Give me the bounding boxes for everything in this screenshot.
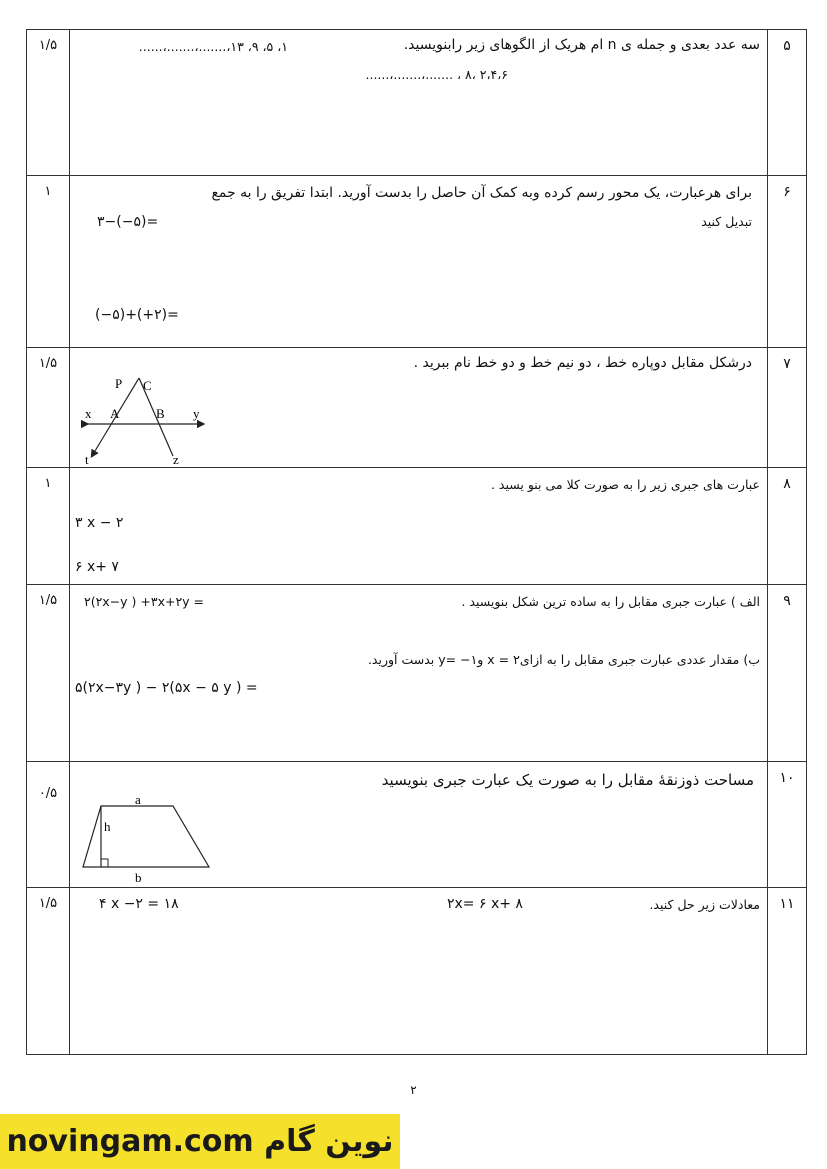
score-cell [27,762,70,887]
expression-a: ۲(۲x−y ) +۳x+۲y = [84,594,205,609]
expression-2: =(۲+)+(۵−) [95,307,179,323]
question-row-8 [27,468,806,585]
question-score: ۰/۵ [38,786,58,801]
pattern-1: ۱، ۵، ۹، ۱۳،.......،.......،...... [138,39,288,54]
question-score: ۱ [44,476,52,491]
number-cell [767,888,806,1054]
number-cell [767,585,806,761]
question-text: عبارت های جبری زیر را به صورت کلا می بنو یسید . [490,477,760,492]
exam-table [26,29,807,1055]
question-score: ۱/۵ [38,356,58,371]
part-b-text: ب) مقدار عددی عبارت جبری مقابل را به ازای۲ = x و۱− =y بدست آورید. [367,652,760,667]
page-number: ۲ [410,1083,417,1097]
equation-2: ۴ x −۲ = ۱۸ [99,896,179,912]
brand-banner [0,1114,400,1169]
expression-1: ۳ x − ۲ [75,515,124,531]
question-row-10 [27,762,806,888]
label-h: h [104,819,111,834]
question-text-line-1: برای هرعبارت، یک محور رسم کرده وبه کمک آن حاصل را بدست آورید. ابتدا تفریق را به جمع [211,185,752,201]
question-row-6 [27,176,806,348]
question-row-5 [27,30,806,176]
label-b: B [156,406,165,421]
question-score: ۱/۵ [38,38,58,53]
question-text: سه عدد بعدی و جمله ی n ام هریک از الگوهای زیر رابنویسید. [403,37,760,53]
question-text: درشکل مقابل دوپاره خط ، دو نیم خط و دو خط نام ببرید . [413,355,752,371]
lines-figure [77,366,217,464]
question-number: ۱۰ [779,770,795,786]
score-cell [27,176,70,347]
number-cell [767,176,806,347]
trapezoid-figure [77,796,217,886]
question-text: معادلات زیر حل کنید. [649,897,760,912]
expression-1: =(۵−)−۳ [97,214,159,230]
question-number: ۵ [783,38,791,54]
label-x: x [85,406,92,421]
label-a: a [135,796,141,807]
label-c: C [143,378,152,393]
question-number: ۶ [783,184,791,200]
label-b: b [135,870,142,885]
question-text-line-2: تبدیل کنید [701,214,752,229]
pattern-2: ۲،۴،۶ ،۸ ، .......،.......،...... [365,67,508,82]
question-row-7 [27,348,806,468]
label-a: A [110,406,120,421]
score-cell [27,888,70,1054]
question-number: ۱۱ [779,896,795,912]
question-text: مساحت ذوزنقۀ مقابل را به صورت یک عبارت جبری بنویسید [381,771,754,789]
question-row-9 [27,585,806,762]
label-y: y [193,406,200,421]
equation-1: ۲x= ۶ x+ ۸ [447,896,523,912]
expression-2: ۶ x+ ۷ [75,559,119,575]
label-z: z [173,452,179,464]
question-score: ۱/۵ [38,896,58,911]
label-t: t [85,452,89,464]
question-row-11 [27,888,806,1054]
label-p: P [115,376,123,391]
question-score: ۱/۵ [38,593,58,608]
question-number: ۸ [783,476,791,492]
question-number: ۷ [783,356,791,372]
question-number: ۹ [783,593,791,609]
score-cell [27,585,70,761]
expression-b: ۵(۲x−۳y ) − ۲(۵x − ۵ y ) = [75,680,258,696]
part-a-text: الف ) عبارت جبری مقابل را به ساده ترین شکل بنویسید . [461,594,760,609]
question-score: ۱ [44,184,52,199]
brand-text: novingam.com نوین گام [6,1124,394,1159]
